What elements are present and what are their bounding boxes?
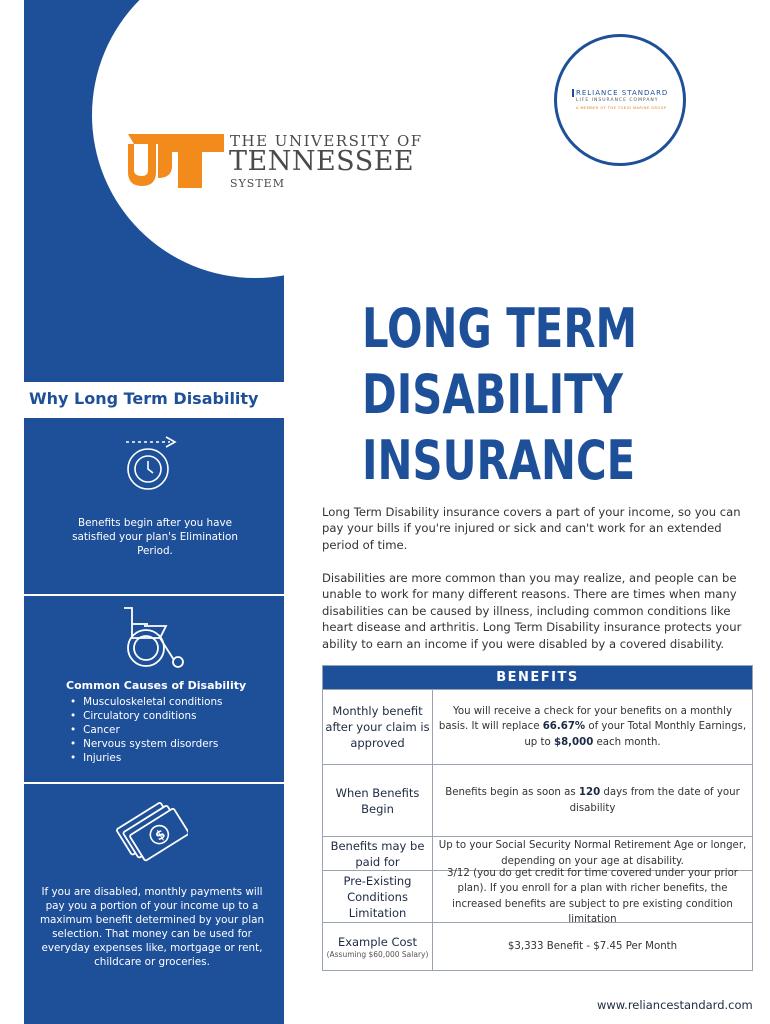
causes-title: Common Causes of Disability (66, 679, 247, 692)
ut-logo-line-1: THE UNIVERSITY OF (230, 132, 423, 150)
elimination-period-text: Benefits begin after you have satisfied your plan's Elimination Period. (72, 517, 238, 557)
sidebar-divider (24, 782, 284, 784)
page-title (362, 296, 722, 494)
cause-item: • Cancer (70, 723, 222, 737)
row-label: Benefits may be paid for (323, 837, 433, 870)
benefits-heading: BENEFITS (323, 666, 752, 689)
row-label-note: (Assuming $60,000 Salary) (326, 949, 429, 959)
row-label: Pre-Existing Conditions Limitation (323, 871, 433, 922)
intro-paragraph: Disabilities are more common than you may realize, and people can be unable to work for many different reasons. There are times when many disabilities can be caused by illness, including common conditions like heart disease and arthritis. Long Term Disability insurance protects your ability to earn an income if you were disabled by a covered disability. (322, 571, 742, 651)
reliance-logo-name: RELIANCE STANDARD (572, 89, 668, 97)
ut-logo-line-2: TENNESSEE (229, 146, 415, 177)
table-row (323, 689, 752, 764)
table-row (323, 922, 752, 970)
value-emphasis: 66.67% (542, 721, 586, 733)
value-emphasis: 120 (578, 787, 601, 798)
reliance-logo-subtitle: LIFE INSURANCE COMPANY (576, 98, 659, 103)
row-value (433, 765, 752, 836)
cause-item: • Injuries (70, 751, 222, 765)
row-label (323, 923, 433, 970)
cause-item: • Nervous system disorders (70, 737, 222, 751)
benefits-table (322, 665, 753, 971)
ut-power-t-icon (128, 130, 224, 190)
ut-logo-line-3: SYSTEM (230, 177, 285, 190)
table-row (323, 867, 752, 925)
cause-item: • Musculoskeletal conditions (70, 695, 222, 709)
wheelchair-icon (118, 604, 188, 670)
row-label: Monthly benefit after your claim is approved (323, 690, 433, 764)
reliance-logo-tagline: A MEMBER OF THE TOKIO MARINE GROUP (576, 106, 667, 110)
row-value: Up to your Social Security Normal Retirement Age or longer, depending on your age at disability. (438, 840, 747, 867)
svg-text:$: $ (152, 826, 169, 845)
value-text: days from the date of your disability (569, 787, 740, 814)
why-section-title: Why Long Term Disability (29, 389, 259, 408)
sidebar-divider (24, 594, 284, 596)
monthly-payments-text: If you are disabled, monthly payments will pay you a portion of your income up to a maximum benefit determined by your plan selection. That money can be used for everyday expenses like, mortgage or rent, childcare or groceries. (39, 886, 265, 968)
money-bills-icon (112, 798, 188, 864)
title-line: DISABILITY (362, 363, 623, 426)
row-value: $3,333 Benefit - $7.45 Per Month (507, 940, 678, 952)
row-value: 3/12 (you do get credit for time covered under your prior plan). If you enroll for a plan with richer benefits, the increased benefits are subject to pre existing condition limitation (446, 867, 738, 925)
value-text: each month. (593, 736, 661, 748)
table-row (323, 764, 752, 836)
row-value (433, 690, 752, 764)
value-text: Benefits begin as soon as (445, 787, 579, 798)
website-url[interactable]: www.reliancestandard.com (597, 998, 753, 1012)
row-label-text: Example Cost (337, 934, 418, 949)
value-text: of your Total Monthly Earnings, up to (524, 721, 747, 748)
intro-paragraph: Long Term Disability insurance covers a part of your income, so you can pay your bills if you're injured or sick and can't work for an extended period of time. (322, 505, 741, 552)
title-line: LONG TERM (362, 297, 638, 360)
value-emphasis: $8,000 (553, 736, 594, 748)
causes-list (70, 695, 222, 765)
university-of-tennessee-logo (128, 130, 428, 192)
title-line: INSURANCE (362, 429, 636, 492)
value-text: You will receive a check for your benefits on a monthly basis. It will replace (438, 705, 732, 733)
cause-item: • Circulatory conditions (70, 709, 222, 723)
row-label: When Benefits Begin (323, 765, 433, 836)
clock-arrow-icon (120, 434, 180, 494)
